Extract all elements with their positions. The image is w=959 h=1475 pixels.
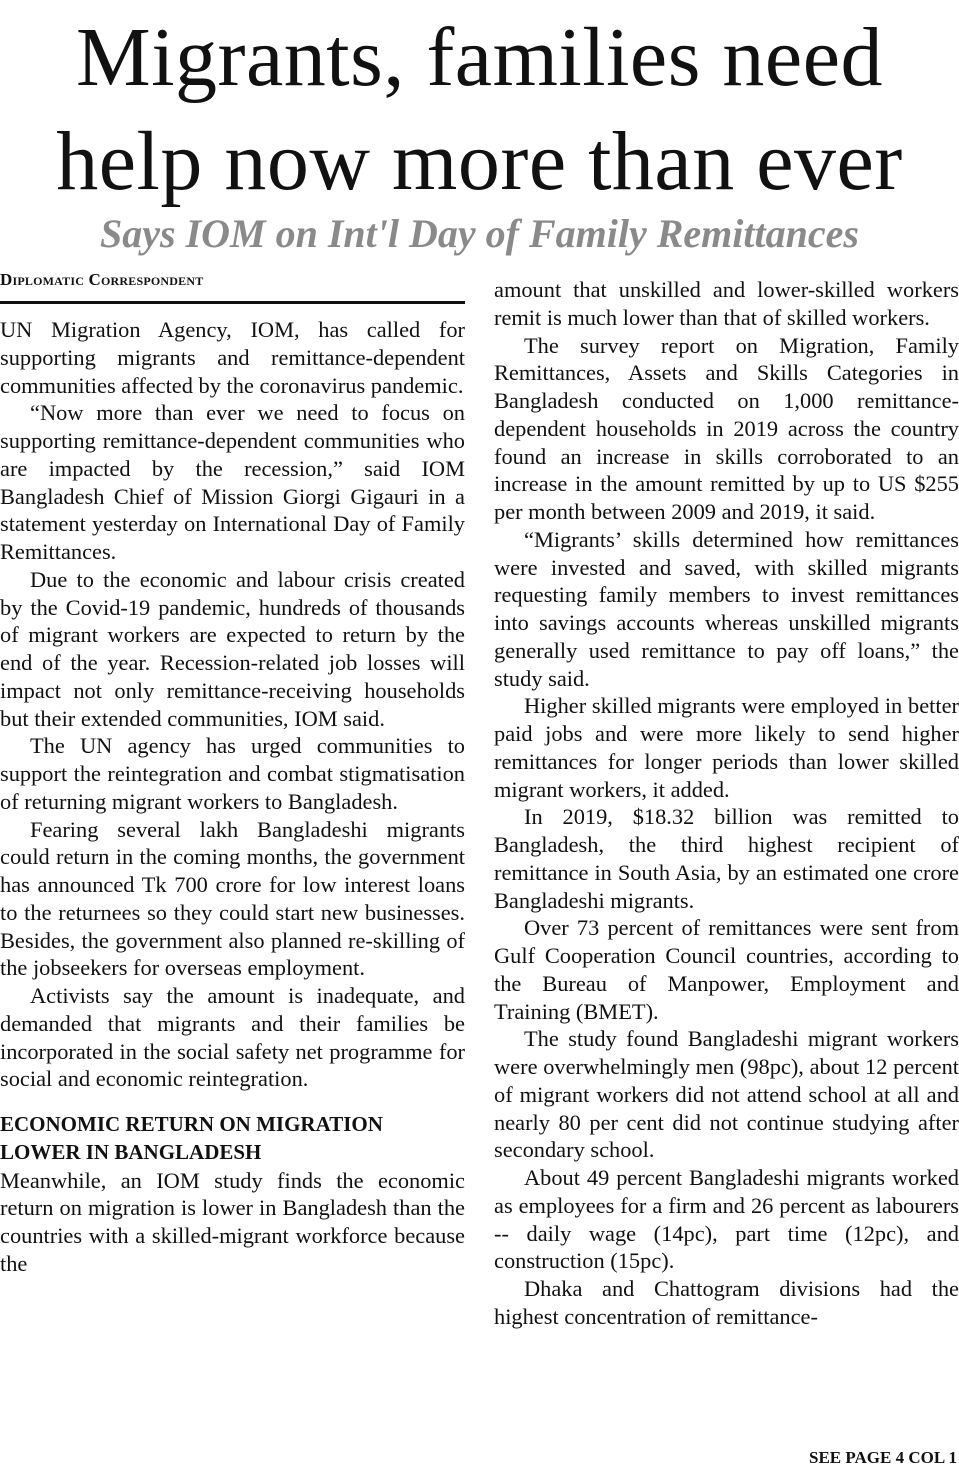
subheadline: Says IOM on Int'l Day of Family Remittances bbox=[100, 211, 859, 256]
paragraph: About 49 percent Bangladeshi migrants worked as employees for a firm and 26 percent as labourers -- daily wage (14pc), part time (12pc), and construction (15pc). bbox=[494, 1165, 959, 1274]
paragraph: Dhaka and Chattogram divisions had the highest concentration of remittance- bbox=[494, 1276, 959, 1329]
paragraph: Activists say the amount is inadequate, and demanded that migrants and their families be incorporated in the social safety net programme for social and economic reintegration. bbox=[0, 983, 465, 1092]
paragraph: The survey report on Migration, Family Remittances, Assets and Skills Categories in Bangladesh conducted on 1,000 remittance-dependent households in 2019 across the country found an increase in skills corroborated to an increase in the amount remitted by up to US $255 per month between 2009 and 2019, it said. bbox=[494, 332, 959, 524]
paragraph: Over 73 percent of remittances were sent from Gulf Cooperation Council countries, according to the Bureau of Manpower, Employment and Training (BMET). bbox=[494, 915, 959, 1024]
section-subhead: ECONOMIC RETURN ON MIGRATION LOWER IN BANGLADESH bbox=[0, 1112, 383, 1164]
paragraph: “Migrants’ skills determined how remittances were invested and saved, with skilled migrants requesting family members to invest remittances into savings accounts whereas unskilled migrants generally used remittance to pay off loans,” the study said. bbox=[494, 526, 959, 691]
paragraph: The study found Bangladeshi migrant workers were overwhelmingly men (98pc), about 12 percent of migrant workers did not attend school at all and nearly 80 per cent did not continue studying after secondary school. bbox=[494, 1026, 959, 1163]
headline-line-2: help now more than ever bbox=[56, 115, 903, 208]
paragraph: Higher skilled migrants were employed in better paid jobs and were more likely to send higher remittances for longer periods than lower skilled migrant workers, it added. bbox=[494, 693, 959, 802]
right-column bbox=[494, 276, 959, 1331]
byline-rule bbox=[0, 301, 465, 304]
paragraph: Due to the economic and labour crisis created by the Covid-19 pandemic, hundreds of thousands of migrant workers are expected to return by the end of the year. Recession-related job losses will impact not only remittance-receiving households but their extended communities, IOM said. bbox=[0, 566, 465, 731]
paragraph: “Now more than ever we need to focus on supporting remittance-dependent communities who are impacted by the recession,” said IOM Bangladesh Chief of Mission Giorgi Gigauri in a statement yesterday on International Day of Family Remittances. bbox=[0, 400, 465, 564]
paragraph: UN Migration Agency, IOM, has called for supporting migrants and remittance-dependent communities affected by the coronavirus pandemic. bbox=[0, 317, 465, 398]
continued-jump-line: SEE PAGE 4 COL 1 bbox=[809, 1448, 957, 1467]
headline-line-1: Migrants, families need bbox=[76, 11, 883, 104]
paragraph: amount that unskilled and lower-skilled workers remit is much lower than that of skilled workers. bbox=[494, 277, 959, 330]
paragraph: Fearing several lakh Bangladeshi migrants could return in the coming months, the government has announced Tk 700 crore for low interest loans to the returnees so they could start new businesses. Besides, the government also planned re-skilling of the jobseekers for overseas employment. bbox=[0, 816, 465, 981]
headline bbox=[0, 6, 959, 214]
left-column bbox=[0, 316, 465, 1278]
paragraph: The UN agency has urged communities to support the reintegration and combat stigmatisation of returning migrant workers to Bangladesh. bbox=[0, 733, 465, 814]
byline: Diplomatic Correspondent bbox=[0, 270, 204, 289]
paragraph: In 2019, $18.32 billion was remitted to Bangladesh, the third highest recipient of remittance in South Asia, by an estimated one crore Bangladeshi migrants. bbox=[494, 804, 959, 913]
paragraph: Meanwhile, an IOM study finds the economic return on migration is lower in Bangladesh than the countries with a skilled-migrant workforce because the bbox=[0, 1167, 465, 1276]
